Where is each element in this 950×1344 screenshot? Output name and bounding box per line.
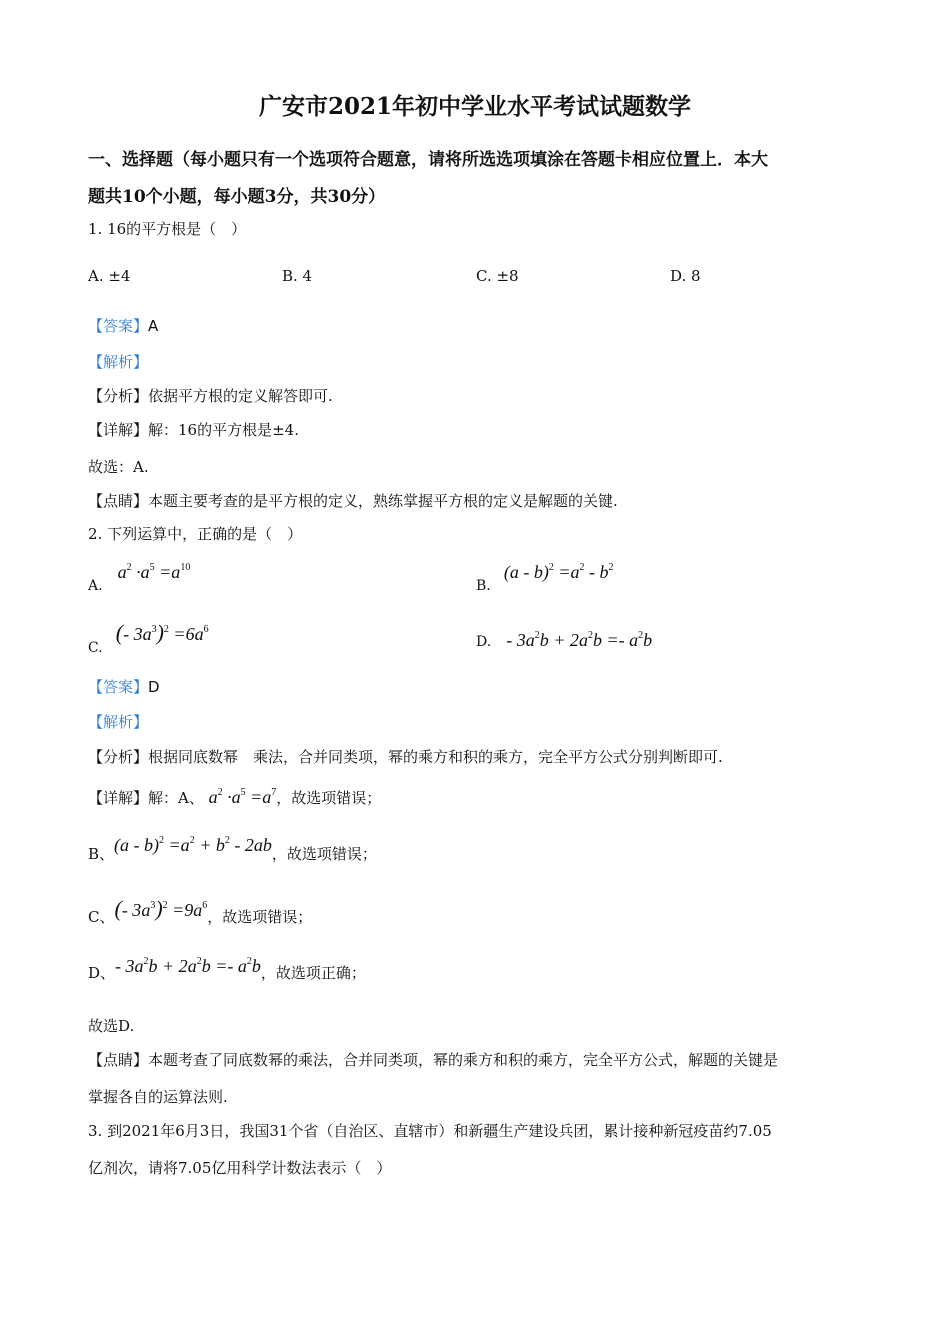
q2-xj-b-suffix: ，故选项错误； <box>271 845 377 863</box>
q2-option-d-formula: - $3a^2b + 2a^2b =- a^2b$ <box>506 630 653 650</box>
q2-xj-b-prefix: B、 <box>88 845 115 863</box>
q2-option-a-formula: $a^2 \cdot a^5 =a^{10}$ <box>117 562 191 582</box>
q2-fenxi-text: 根据同底数幂 乘法，合并同类项，幂的乘方和积的乘方，完全平方公式分别判断即可. <box>148 748 723 766</box>
xiangjie-tag: 【详解】 <box>88 789 149 807</box>
analysis-tag: 【解析】 <box>88 713 149 731</box>
q2-xiangjie-c <box>88 896 313 928</box>
fenxi-tag: 【分析】 <box>88 748 149 766</box>
section-heading-line2: 题共10个小题，每小题3分，共30分） <box>88 187 386 207</box>
q2-dianjing-line2: 掌握各自的运算法则. <box>88 1088 228 1106</box>
q2-xiangjie-d <box>88 956 366 983</box>
q2-xj-c-suffix: ，故选项错误； <box>207 908 313 926</box>
q2-xiangjie-b <box>88 835 377 864</box>
section-heading-line1: 一、选择题（每小题只有一个选项符合题意，请将所选选项填涂在答题卡相应位置上．本大 <box>88 150 768 170</box>
q2-xj-c-formula: (- $3a^3)^2 =9a^6$ <box>114 896 208 921</box>
q2-option-d <box>476 630 652 651</box>
q1-dianjing-text: 本题主要考查的是平方根的定义，熟练掌握平方根的定义是解题的关键. <box>148 492 618 510</box>
q2-xj-a-prefix: 解：A、 <box>148 789 204 807</box>
dianjing-tag: 【点睛】 <box>88 492 149 510</box>
q2-xj-c-prefix: C、 <box>88 908 115 926</box>
q1-choose: 故选：A. <box>88 458 149 476</box>
q1-answer-line <box>88 315 158 336</box>
q2-option-b <box>476 562 614 594</box>
q2-option-c <box>88 620 209 656</box>
q1-fenxi-line <box>88 385 333 406</box>
q2-dianjing-text: 本题考查了同底数幂的乘法，合并同类项，幂的乘方和积的乘方，完全平方公式，解题的关键是 <box>148 1051 779 1069</box>
page-title: 广安市2021年初中学业水平考试试题数学 <box>258 93 691 120</box>
q2-analysis-tag <box>88 711 148 732</box>
q2-option-c-label: C. <box>88 640 103 656</box>
q1-xiangjie-line <box>88 419 299 440</box>
answer-tag: 【答案】 <box>88 678 149 696</box>
q2-dianjing-line1 <box>88 1049 778 1070</box>
q1-option-d: D. 8 <box>670 267 701 285</box>
q2-option-a <box>88 562 191 594</box>
q2-xiangjie-a <box>88 787 381 808</box>
q3-stem-line1: 3. 到2021年6月3日，我国31个省（自治区、直辖市）和新疆生产建设兵团，累计接种新冠疫苗约7.05 <box>88 1122 772 1140</box>
q2-fenxi-line <box>88 746 723 767</box>
fenxi-tag: 【分析】 <box>88 387 149 405</box>
xiangjie-tag: 【详解】 <box>88 421 149 439</box>
q2-choose: 故选D. <box>88 1017 135 1035</box>
q2-option-b-formula: $(a - b)^2 =a^2 - b^2$ <box>503 562 614 582</box>
analysis-tag: 【解析】 <box>88 353 149 371</box>
q3-stem-line2: 亿剂次，请将7.05亿用科学计数法表示（ ） <box>88 1159 392 1177</box>
q2-xj-b-formula: $(a - b)^2 =a^2 + b^2 - 2ab$ <box>114 835 272 855</box>
q2-xj-d-suffix: ，故选项正确； <box>260 964 366 982</box>
q2-option-c-formula: (- $3a^3)^2 =6a^6$ <box>115 620 209 645</box>
q2-xj-d-formula: - $3a^2b + 2a^2b =- a^2b$ <box>115 956 261 976</box>
q1-xiangjie-text: 解：16的平方根是±4. <box>148 421 299 439</box>
q2-option-d-label: D. <box>476 634 492 650</box>
q1-option-b: B. 4 <box>282 267 313 285</box>
q1-answer-value: A <box>148 317 159 335</box>
q2-option-b-label: B. <box>476 578 491 594</box>
answer-tag: 【答案】 <box>88 317 149 335</box>
q2-xj-a-suffix: ，故选项错误； <box>276 789 382 807</box>
dianjing-tag: 【点睛】 <box>88 1051 149 1069</box>
q2-answer-line <box>88 676 160 697</box>
q1-analysis-tag <box>88 351 148 372</box>
q1-option-c: C. ±8 <box>476 267 519 285</box>
q2-option-a-label: A. <box>88 578 103 594</box>
q1-option-a: A. ±4 <box>88 267 131 285</box>
q2-xj-d-prefix: D、 <box>88 964 116 982</box>
q1-stem: 1. 16的平方根是（ ） <box>88 220 247 238</box>
q2-xj-a-formula: $a^2 \cdot a^5 =a^7$ <box>208 787 277 807</box>
q2-stem: 2. 下列运算中，正确的是（ ） <box>88 525 303 543</box>
q1-fenxi-text: 依据平方根的定义解答即可. <box>148 387 333 405</box>
q2-answer-value: D <box>148 678 160 696</box>
q1-dianjing-line <box>88 490 618 511</box>
